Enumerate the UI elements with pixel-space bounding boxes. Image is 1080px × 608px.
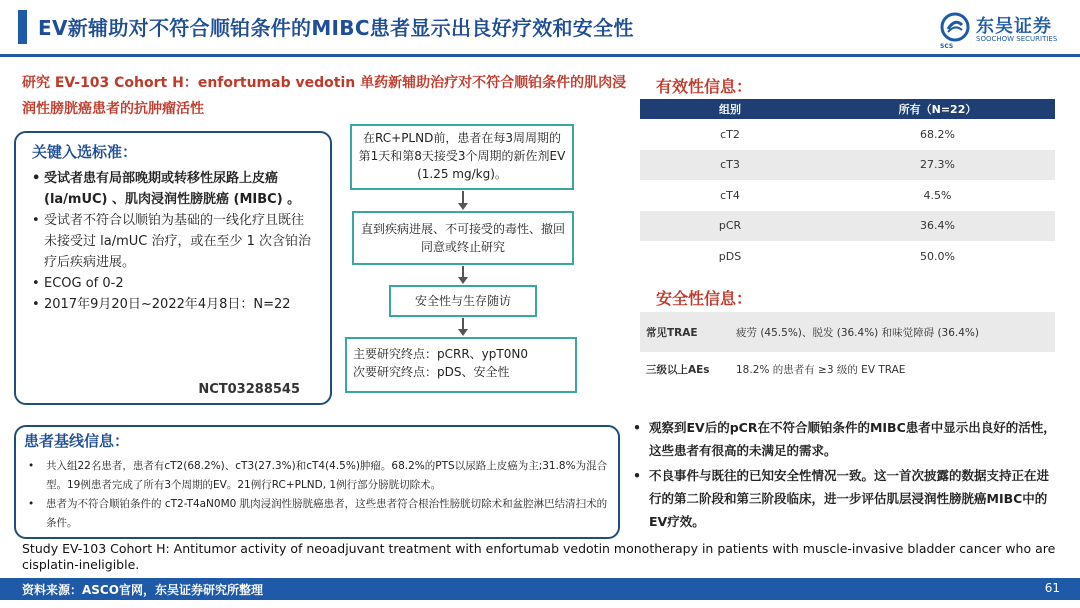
baseline-info-box xyxy=(14,425,620,539)
english-caption: Study EV-103 Cohort H: Antitumor activity of neoadjuvant treatment with enfortumab vedotin monotherapy in patients with muscle-invasive bladder cancer who are cisplatin-ineligible. xyxy=(22,541,1056,572)
safety-label: 常见TRAE xyxy=(640,312,730,352)
group-cell: pDS xyxy=(718,249,742,263)
study-title: 研究 EV-103 Cohort H：enfortumab vedotin 单药新辅助治疗对不符合顺铂条件的肌肉浸润性膀胱癌患者的抗肿瘤活性 xyxy=(22,75,627,117)
conclusion-item: • 不良事件与既往的已知安全性情况一致。这一首次披露的数据支持正在进行的第二阶段和第三阶段临床，进一步评估肌层浸润性膀胱癌MIBC中的EV疗效。 xyxy=(633,464,1061,533)
column-header-all: 所有（N=22） xyxy=(820,99,1055,119)
inclusion-heading: 关键入选标准： xyxy=(32,143,138,161)
flow-step-followup: 安全性与生存随访 xyxy=(389,285,537,317)
flow-step-until-progression: 直到疾病进展、不可接受的毒性、撤回同意或终止研究 xyxy=(352,211,574,265)
group-cell: cT4 xyxy=(720,188,740,202)
baseline-heading: 患者基线信息： xyxy=(24,432,130,450)
baseline-item: • 共入组22名患者，患者有cT2(68.2%)、cT3(27.3%)和cT4(4.5%)肿瘤。68.2%的PTS以尿路上皮癌为主;31.8%为混合型。19例患者完成了所有3个周期的EV。21例行RC+PLND, 1例行部分膀胱切除术。 xyxy=(24,457,608,495)
value-cell: 50.0% xyxy=(920,249,955,263)
safety-label: 三级以上AEs xyxy=(640,352,730,386)
flow-step-treatment: 在RC+PLND前，患者在每3周周期的第1天和第8天接受3个周期的新佐剂EV (1.25 mg/kg)。 xyxy=(350,124,574,190)
secondary-endpoint: 次要研究终点：pDS、安全性 xyxy=(353,365,510,379)
group-cell: pCR xyxy=(640,211,820,242)
value-cell: 36.4% xyxy=(820,211,1055,242)
nct-number: NCT03288545 xyxy=(198,382,300,397)
value-cell: 27.3% xyxy=(820,150,1055,181)
page-title: EV新辅助对不符合顺铂条件的MIBC患者显示出良好疗效和安全性 xyxy=(38,16,634,40)
table-header-row xyxy=(640,99,1055,119)
table-row xyxy=(640,312,1055,352)
logo-english-name: SOOCHOW SECURITIES xyxy=(976,35,1058,43)
efficacy-heading: 有效性信息： xyxy=(656,77,753,96)
inclusion-list xyxy=(32,168,316,315)
efficacy-table xyxy=(640,99,1055,272)
column-header-group: 组别 xyxy=(640,99,820,119)
baseline-item: • 患者为不符合顺铂条件的 cT2-T4aN0M0 肌肉浸润性膀胱癌患者，这些患者符合根治性膀胱切除术和盆腔淋巴结清扫术的条件。 xyxy=(24,495,608,533)
safety-heading: 安全性信息： xyxy=(656,289,753,308)
page-number: 61 xyxy=(1044,581,1060,595)
inclusion-item: • ECOG of 0-2 xyxy=(32,273,316,294)
safety-text: 疲劳 (45.5%)、脱发 (36.4%) 和味觉障碍 (36.4%) xyxy=(730,312,1055,352)
logo-icon xyxy=(940,12,970,42)
safety-text: 18.2% 的患者有 ≥3 级的 EV TRAE xyxy=(730,352,1055,386)
header xyxy=(0,0,1080,56)
inclusion-item: • 受试者患有局部晚期或转移性尿路上皮癌 (la/mUC) 、肌肉浸润性膀胱癌 (MIBC) 。 xyxy=(32,168,316,210)
conclusion-item: • 观察到EV后的pCR在不符合顺铂条件的MIBC患者中显示出良好的活性，这些患者有很高的未满足的需求。 xyxy=(633,416,1061,462)
company-logo xyxy=(940,10,1075,50)
table-row xyxy=(640,180,1055,211)
inclusion-item: • 2017年9月20日~2022年4月8日：N=22 xyxy=(32,294,316,315)
table-row xyxy=(640,352,1055,386)
inclusion-item: • 受试者不符合以顺铂为基础的一线化疗且既往未接受过 la/mUC 治疗，或在至少 1 次含铂治疗后疾病进展。 xyxy=(32,210,316,273)
footer-bar xyxy=(0,578,1080,600)
header-divider xyxy=(0,54,1080,57)
baseline-list xyxy=(24,457,608,533)
conclusion-list xyxy=(633,416,1061,535)
table-row xyxy=(640,119,1055,150)
logo-abbreviation: SCS xyxy=(940,43,954,50)
flow-endpoints xyxy=(345,337,577,393)
logo-chinese-name: 东吴证券 xyxy=(976,16,1052,37)
title-accent-bar xyxy=(18,10,27,44)
table-row xyxy=(640,241,1055,272)
value-cell: 4.5% xyxy=(923,188,952,202)
value-cell: 68.2% xyxy=(920,127,955,141)
group-cell: cT2 xyxy=(720,127,740,141)
source-note: 资料来源：ASCO官网，东吴证券研究所整理 xyxy=(22,583,263,597)
inclusion-criteria-box xyxy=(14,131,332,405)
primary-endpoint: 主要研究终点：pCRR、ypT0N0 xyxy=(353,347,528,361)
group-cell: cT3 xyxy=(640,150,820,181)
safety-table xyxy=(640,312,1055,386)
table-row xyxy=(640,211,1055,242)
table-row xyxy=(640,150,1055,181)
